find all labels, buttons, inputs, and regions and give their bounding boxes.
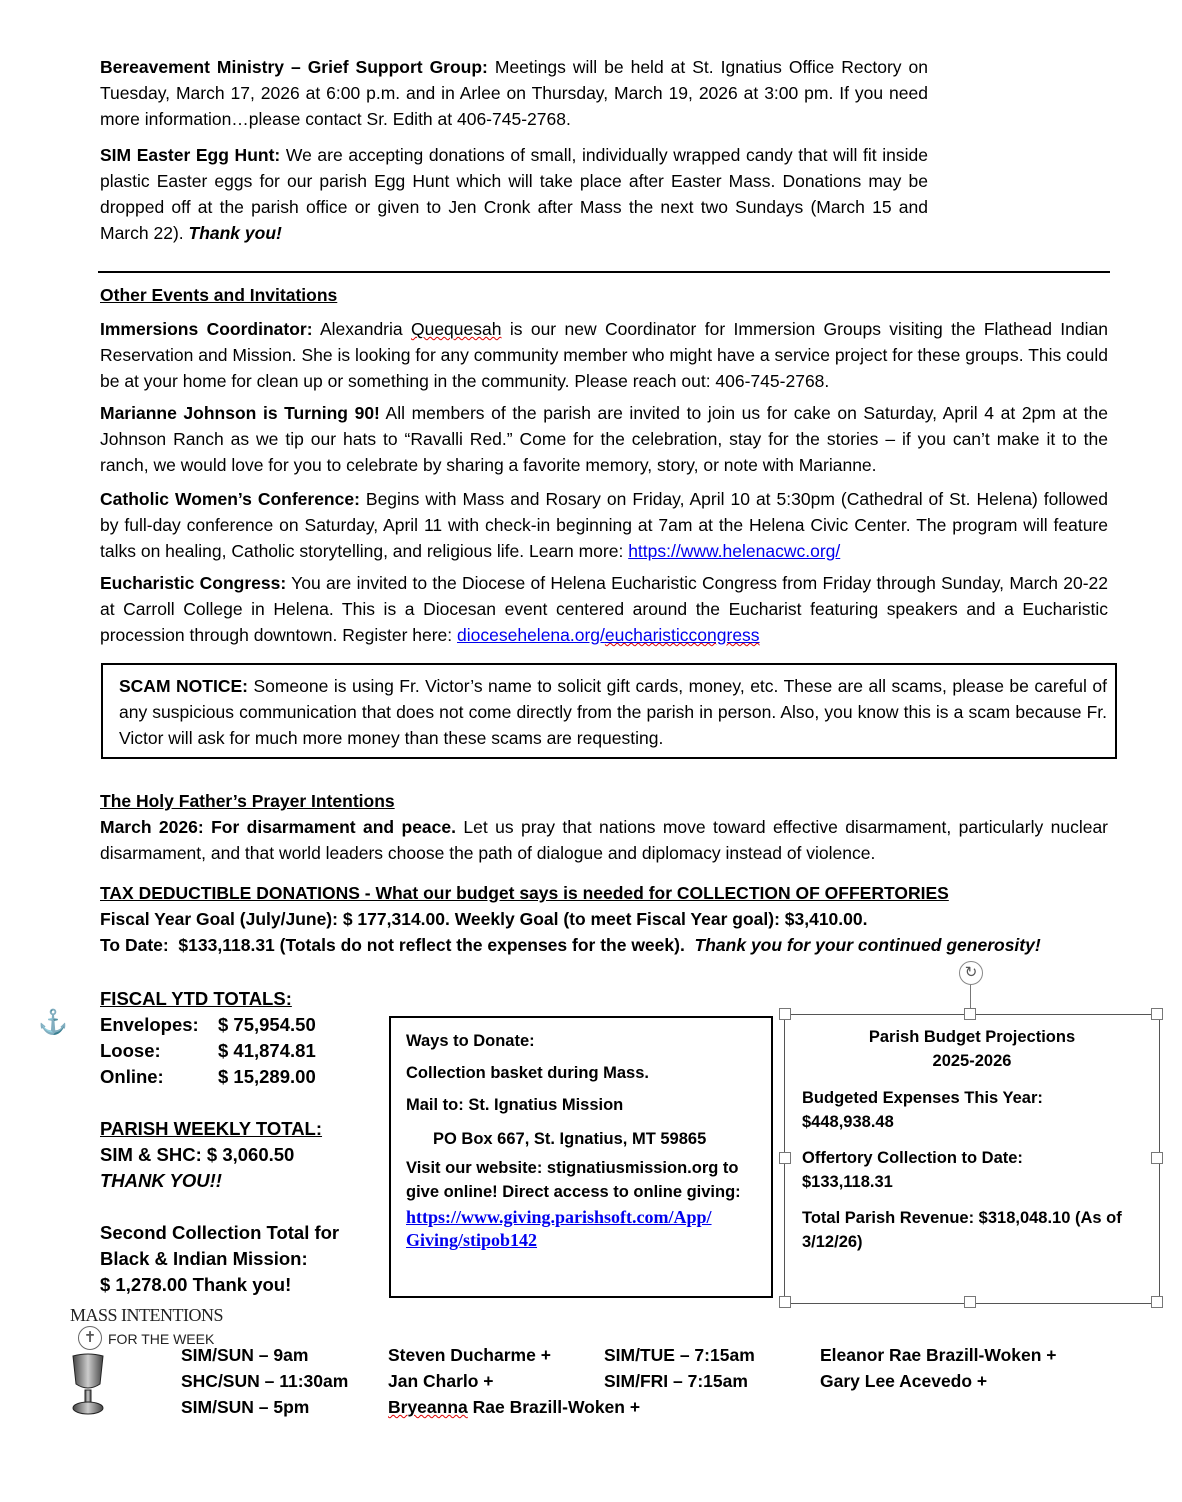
congress-paragraph (100, 570, 1108, 648)
egg-hunt-paragraph (100, 142, 928, 246)
budget-title: Parish Budget Projections (868, 1028, 1076, 1046)
immersions-paragraph (100, 316, 1108, 394)
fiscal-row-value: $ 15,289.00 (218, 1066, 316, 1087)
cwc-title: Catholic Women’s Conference: (100, 489, 360, 509)
resize-handle[interactable] (964, 1296, 976, 1308)
giving-link-line2[interactable]: Giving/stipob142 (406, 1230, 538, 1250)
immersions-name: Quequesah (410, 319, 502, 339)
scam-title: SCAM NOTICE: (119, 676, 248, 696)
tax-heading: TAX DEDUCTIBLE DONATIONS - What our budget says is needed for COLLECTION OF OFFERTORIES (100, 883, 949, 903)
donate-link[interactable] (406, 1206, 712, 1252)
mass-intentions-title: MASS INTENTIONS (70, 1305, 224, 1325)
fiscal-row (100, 1012, 339, 1038)
fiscal-row-label: Envelopes: (100, 1014, 199, 1035)
budget-body (802, 1086, 1147, 1254)
mass-times-right (604, 1342, 755, 1394)
donate-address: PO Box 667, St. Ignatius, MT 59865 (433, 1130, 707, 1148)
mass-time: SHC/SUN – 11:30am (181, 1371, 349, 1391)
fiscal-row (100, 1064, 339, 1090)
prayer-body: Let us pray that nations move toward effective disarmament, particularly nuclear disarmament, and that world leaders choose the path of dialogue and diplomacy instead of violence. (100, 817, 1109, 863)
fiscal-block (100, 986, 339, 1298)
section-divider (98, 271, 1110, 273)
resize-handle[interactable] (779, 1152, 791, 1164)
fiscal-heading: FISCAL YTD TOTALS: (100, 988, 292, 1009)
mass-names-right (820, 1342, 1057, 1394)
bereavement-paragraph (100, 54, 928, 132)
ways-to-donate-box (389, 1016, 773, 1298)
budget-offertory-value: $133,118.31 (802, 1173, 893, 1191)
mass-intentions-subtitle: FOR THE WEEK (108, 1331, 215, 1347)
resize-handle[interactable] (964, 1008, 976, 1020)
resize-handle[interactable] (1151, 1008, 1163, 1020)
budget-revenue: Total Parish Revenue: $318,048.10 (As of 3/12/26) (802, 1209, 1122, 1251)
weekly-value: SIM & SHC: $ 3,060.50 (100, 1144, 295, 1165)
immersions-title: Immersions Coordinator: (100, 319, 313, 339)
bereavement-body: Meetings will be held at St. Ignatius Office Rectory on Tuesday, March 17, 2026 at 6:00 p.m. and in Arlee on Thursday, March 19, 2026 at 3:00 pm. If you need more information…please contact Sr. Edith at 406-745-2768. (100, 57, 928, 129)
mass-times-left (181, 1342, 348, 1420)
second-collection-line1: Second Collection Total for (100, 1222, 340, 1243)
fiscal-row-value: $ 75,954.50 (218, 1014, 316, 1035)
resize-handle[interactable] (779, 1296, 791, 1308)
budget-offertory-label: Offertory Collection to Date: (802, 1149, 1023, 1167)
egg-hunt-title: SIM Easter Egg Hunt: (100, 145, 281, 165)
resize-handle[interactable] (779, 1008, 791, 1020)
congress-link-part2[interactable]: eucharisticcongress (604, 625, 760, 645)
prayer-title: March 2026: For disarmament and peace. (100, 817, 456, 837)
mass-names-left (388, 1342, 640, 1420)
mass-intention-name: Eleanor Rae Brazill-Woken + (820, 1345, 1057, 1365)
marianne-title: Marianne Johnson is Turning 90! (100, 403, 380, 423)
tax-to-date-line (100, 932, 1041, 958)
scam-body: Someone is using Fr. Victor’s name to solicit gift cards, money, etc. These are all scams, please be careful of any suspicious communication that does not come directly from the parish in person. Also, you know this is a scam because Fr. Victor will ask for much more money than these scams are requesting. (119, 676, 1107, 748)
scam-notice-box (101, 663, 1117, 759)
cross-icon: ✝ (78, 1326, 102, 1350)
mass-intention-name (388, 1394, 640, 1420)
prayer-paragraph (100, 814, 1108, 866)
immersions-post: is our new Coordinator for Immersion Groups visiting the Flathead Indian Reservation and Mission. She is looking for any community member who might have a service project for these groups. This could be at your home for clean up or something in the community. Please reach out: 406-745-2768. (100, 319, 1108, 391)
budget-header (785, 1025, 1159, 1073)
tax-thanks: Thank you for your continued generosity! (694, 935, 1041, 955)
bereavement-title: Bereavement Ministry – Grief Support Group: (100, 57, 488, 77)
congress-body: You are invited to the Diocese of Helena Eucharistic Congress from Friday through Sunday, March 20-22 at Carroll College in Helena. This is a Diocesan event centered around the Eucharist featuring speakers and a Eucharistic procession through downtown. Register here: (100, 573, 1108, 645)
donate-website: Visit our website: stignatiusmission.org to give online! Direct access to online giving: (406, 1159, 741, 1201)
tax-to-date: To Date: $133,118.31 (Totals do not reflect the expenses for the week). (100, 935, 695, 955)
prayer-heading: The Holy Father’s Prayer Intentions (100, 791, 395, 811)
egg-hunt-thanks: Thank you! (188, 223, 282, 243)
congress-link-part1[interactable]: diocesehelena.org/ (457, 625, 605, 645)
budget-year: 2025-2026 (932, 1052, 1012, 1070)
mass-name-rest: Rae Brazill-Woken + (467, 1397, 641, 1417)
mass-time: SIM/SUN – 5pm (181, 1397, 310, 1417)
marianne-paragraph (100, 400, 1108, 478)
mass-name-first: Bryeanna (388, 1397, 468, 1417)
cwc-paragraph (100, 486, 1108, 564)
congress-link[interactable] (457, 625, 760, 645)
immersions-pre: Alexandria (312, 319, 411, 339)
mass-time: SIM/SUN – 9am (181, 1345, 309, 1365)
weekly-thanks: THANK YOU!! (100, 1170, 222, 1191)
budget-box[interactable] (784, 1014, 1160, 1304)
budget-expenses-label: Budgeted Expenses This Year: (802, 1089, 1043, 1107)
second-collection-line3: $ 1,278.00 Thank you! (100, 1274, 292, 1295)
rotate-handle-icon[interactable]: ↻ (959, 961, 983, 985)
anchor-icon: ⚓ (38, 1009, 68, 1036)
fiscal-row-label: Online: (100, 1066, 164, 1087)
donate-title: Ways to Donate: (406, 1032, 535, 1050)
egg-hunt-body: We are accepting donations of small, individually wrapped candy that will fit inside plastic Easter eggs for our parish Egg Hunt which will take place after Easter Mass. Donations may be dropped off at the parish office or given to Jen Cronk after Mass the next two Sundays (March 15 and March 22). (100, 145, 928, 243)
budget-expenses-value: $448,938.48 (802, 1113, 894, 1131)
mass-time: SIM/FRI – 7:15am (604, 1371, 748, 1391)
fiscal-row (100, 1038, 339, 1064)
donate-basket: Collection basket during Mass. (406, 1064, 649, 1082)
marianne-body: All members of the parish are invited to join us for cake on Saturday, April 4 at 2pm at the Johnson Ranch as we tip our hats to “Ravalli Red.” Come for the celebration, stay for the stories – if you can’t make it to the ranch, we would love for you to celebrate by sharing a favorite memory, story, or note with Marianne. (100, 403, 1109, 475)
other-events-heading: Other Events and Invitations (100, 285, 338, 305)
mass-intention-name: Jan Charlo + (388, 1371, 494, 1391)
weekly-heading: PARISH WEEKLY TOTAL: (100, 1118, 323, 1139)
mass-time: SIM/TUE – 7:15am (604, 1345, 755, 1365)
donate-mail: Mail to: St. Ignatius Mission (406, 1096, 624, 1114)
second-collection-line2: Black & Indian Mission: (100, 1248, 308, 1269)
chalice-icon (70, 1352, 106, 1416)
fiscal-row-value: $ 41,874.81 (218, 1040, 316, 1061)
resize-handle[interactable] (1151, 1152, 1163, 1164)
fiscal-row-label: Loose: (100, 1040, 161, 1061)
cwc-link[interactable]: https://www.helenacwc.org/ (628, 541, 841, 561)
mass-intention-name: Steven Ducharme + (388, 1345, 551, 1365)
cwc-body: Begins with Mass and Rosary on Friday, April 10 at 5:30pm (Cathedral of St. Helena) followed by full-day conference on Saturday, April 11 with check-in beginning at 7am at the Helena Civic Center. The program will feature talks on healing, Catholic storytelling, and religious life. Learn more: (100, 489, 1108, 561)
congress-title: Eucharistic Congress: (100, 573, 287, 593)
mass-intention-name: Gary Lee Acevedo + (820, 1371, 988, 1391)
giving-link-line1[interactable]: https://www.giving.parishsoft.com/App/ (406, 1207, 712, 1227)
resize-handle[interactable] (1151, 1296, 1163, 1308)
tax-goal: Fiscal Year Goal (July/June): $ 177,314.00. Weekly Goal (to meet Fiscal Year goal): $3,410.00. (100, 909, 868, 929)
